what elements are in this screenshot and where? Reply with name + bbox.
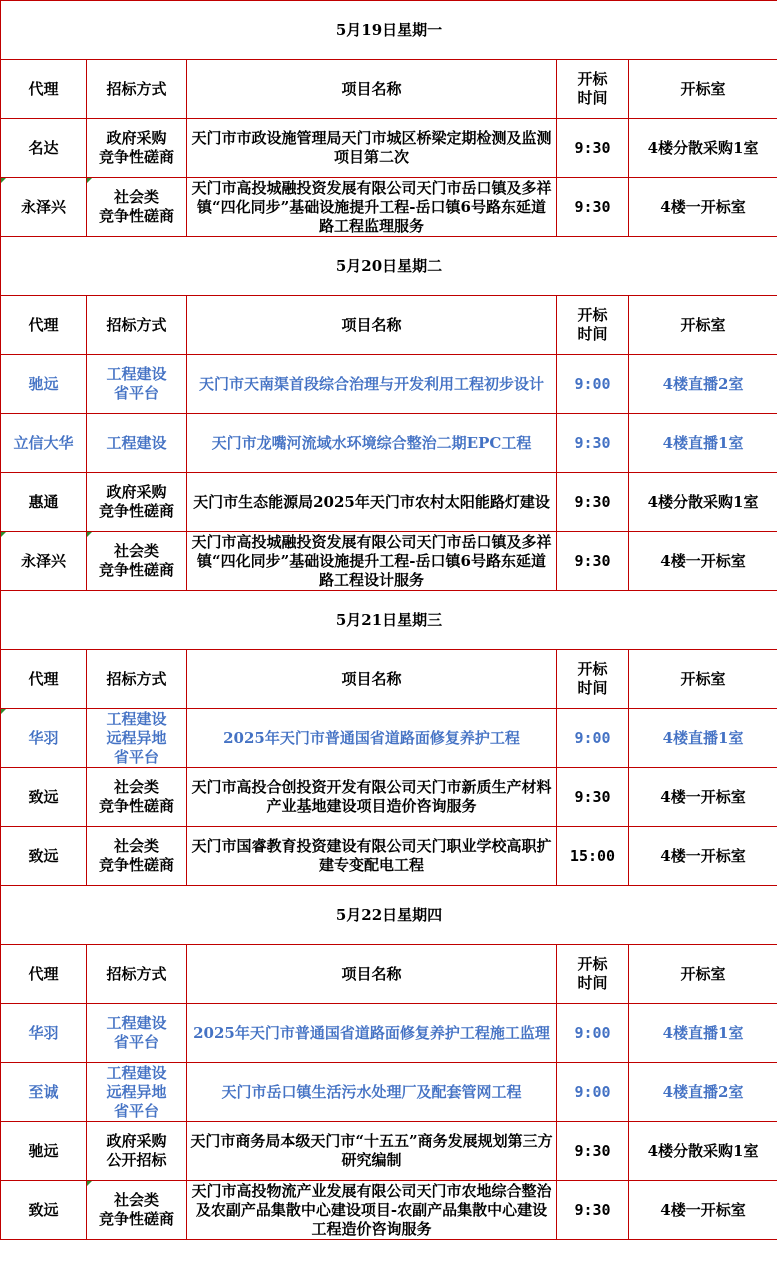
- method-cell: 工程建设 远程异地 省平台: [87, 709, 187, 768]
- table-row: [1, 768, 777, 827]
- time-cell: 9:30: [557, 1181, 629, 1240]
- project-cell: 天门市龙嘴河流域水环境综合整治二期EPC工程: [187, 414, 557, 473]
- header-agent: 代理: [1, 60, 87, 119]
- header-project: 项目名称: [187, 650, 557, 709]
- method-cell: 社会类 竞争性磋商: [87, 532, 187, 591]
- header-time: 开标 时间: [557, 296, 629, 355]
- header-room: 开标室: [629, 945, 777, 1004]
- time-cell: 9:30: [557, 768, 629, 827]
- agent-cell: 惠通: [1, 473, 87, 532]
- header-room: 开标室: [629, 650, 777, 709]
- day-header-row: [1, 591, 777, 650]
- project-cell: 天门市商务局本级天门市“十五五”商务发展规划第三方研究编制: [187, 1122, 557, 1181]
- agent-cell: 华羽: [1, 709, 87, 768]
- day-header-row: [1, 1, 777, 60]
- agent-cell: 立信大华: [1, 414, 87, 473]
- method-cell: 社会类 竞争性磋商: [87, 768, 187, 827]
- time-cell: 9:30: [557, 119, 629, 178]
- header-method: 招标方式: [87, 60, 187, 119]
- table-row: [1, 178, 777, 237]
- time-cell: 9:30: [557, 532, 629, 591]
- agent-cell: 驰远: [1, 355, 87, 414]
- method-cell: 工程建设 远程异地 省平台: [87, 1063, 187, 1122]
- time-cell: 9:00: [557, 1004, 629, 1063]
- time-cell: 9:30: [557, 414, 629, 473]
- header-room: 开标室: [629, 296, 777, 355]
- day-date: 5月19日星期一: [1, 1, 777, 60]
- column-header-row: [1, 296, 777, 355]
- time-cell: 9:00: [557, 1063, 629, 1122]
- project-cell: 天门市岳口镇生活污水处理厂及配套管网工程: [187, 1063, 557, 1122]
- header-time: 开标 时间: [557, 650, 629, 709]
- method-cell: 政府采购 竞争性磋商: [87, 119, 187, 178]
- room-cell: 4楼直播2室: [629, 1063, 777, 1122]
- agent-cell: 致远: [1, 827, 87, 886]
- time-cell: 9:00: [557, 709, 629, 768]
- column-header-row: [1, 650, 777, 709]
- header-method: 招标方式: [87, 296, 187, 355]
- agent-cell: 驰远: [1, 1122, 87, 1181]
- table-row: [1, 1004, 777, 1063]
- agent-cell: 永泽兴: [1, 532, 87, 591]
- project-cell: 天门市高投物流产业发展有限公司天门市农地综合整治及农副产品集散中心建设项目-农副产品集散中心建设工程造价咨询服务: [187, 1181, 557, 1240]
- header-room: 开标室: [629, 60, 777, 119]
- room-cell: 4楼分散采购1室: [629, 1122, 777, 1181]
- table-row: [1, 1122, 777, 1181]
- agent-cell: 至诚: [1, 1063, 87, 1122]
- agent-cell: 致远: [1, 768, 87, 827]
- header-method: 招标方式: [87, 945, 187, 1004]
- method-cell: 社会类 竞争性磋商: [87, 178, 187, 237]
- table-row: [1, 709, 777, 768]
- header-project: 项目名称: [187, 60, 557, 119]
- day-date: 5月20日星期二: [1, 237, 777, 296]
- room-cell: 4楼一开标室: [629, 768, 777, 827]
- header-agent: 代理: [1, 296, 87, 355]
- header-time: 开标 时间: [557, 60, 629, 119]
- table-row: [1, 1181, 777, 1240]
- room-cell: 4楼分散采购1室: [629, 473, 777, 532]
- header-project: 项目名称: [187, 296, 557, 355]
- day-date: 5月21日星期三: [1, 591, 777, 650]
- agent-cell: 永泽兴: [1, 178, 87, 237]
- table-row: [1, 355, 777, 414]
- project-cell: 天门市高投城融投资发展有限公司天门市岳口镇及多祥镇“四化同步”基础设施提升工程-岳口镇6号路东延道路工程设计服务: [187, 532, 557, 591]
- project-cell: 天门市生态能源局2025年天门市农村太阳能路灯建设: [187, 473, 557, 532]
- method-cell: 政府采购 公开招标: [87, 1122, 187, 1181]
- project-cell: 天门市高投城融投资发展有限公司天门市岳口镇及多祥镇“四化同步”基础设施提升工程-岳口镇6号路东延道路工程监理服务: [187, 178, 557, 237]
- table-row: [1, 414, 777, 473]
- day-header-row: [1, 237, 777, 296]
- room-cell: 4楼直播1室: [629, 709, 777, 768]
- room-cell: 4楼一开标室: [629, 178, 777, 237]
- room-cell: 4楼直播1室: [629, 1004, 777, 1063]
- room-cell: 4楼一开标室: [629, 532, 777, 591]
- table-row: [1, 119, 777, 178]
- agent-cell: 致远: [1, 1181, 87, 1240]
- header-project: 项目名称: [187, 945, 557, 1004]
- method-cell: 工程建设: [87, 414, 187, 473]
- agent-cell: 华羽: [1, 1004, 87, 1063]
- header-agent: 代理: [1, 650, 87, 709]
- table-row: [1, 473, 777, 532]
- room-cell: 4楼一开标室: [629, 1181, 777, 1240]
- time-cell: 15:00: [557, 827, 629, 886]
- room-cell: 4楼一开标室: [629, 827, 777, 886]
- method-cell: 政府采购 竞争性磋商: [87, 473, 187, 532]
- table-row: [1, 1063, 777, 1122]
- day-date: 5月22日星期四: [1, 886, 777, 945]
- header-method: 招标方式: [87, 650, 187, 709]
- time-cell: 9:30: [557, 473, 629, 532]
- agent-cell: 名达: [1, 119, 87, 178]
- header-time: 开标 时间: [557, 945, 629, 1004]
- project-cell: 天门市高投合创投资开发有限公司天门市新质生产材料产业基地建设项目造价咨询服务: [187, 768, 557, 827]
- method-cell: 社会类 竞争性磋商: [87, 1181, 187, 1240]
- method-cell: 社会类 竞争性磋商: [87, 827, 187, 886]
- column-header-row: [1, 945, 777, 1004]
- time-cell: 9:30: [557, 178, 629, 237]
- method-cell: 工程建设 省平台: [87, 1004, 187, 1063]
- method-cell: 工程建设 省平台: [87, 355, 187, 414]
- project-cell: 2025年天门市普通国省道路面修复养护工程: [187, 709, 557, 768]
- room-cell: 4楼直播2室: [629, 355, 777, 414]
- header-agent: 代理: [1, 945, 87, 1004]
- project-cell: 天门市市政设施管理局天门市城区桥梁定期检测及监测项目第二次: [187, 119, 557, 178]
- table-row: [1, 532, 777, 591]
- time-cell: 9:30: [557, 1122, 629, 1181]
- room-cell: 4楼分散采购1室: [629, 119, 777, 178]
- table-row: [1, 827, 777, 886]
- project-cell: 天门市天南渠首段综合治理与开发利用工程初步设计: [187, 355, 557, 414]
- room-cell: 4楼直播1室: [629, 414, 777, 473]
- time-cell: 9:00: [557, 355, 629, 414]
- project-cell: 天门市国睿教育投资建设有限公司天门职业学校高职扩建专变配电工程: [187, 827, 557, 886]
- column-header-row: [1, 60, 777, 119]
- project-cell: 2025年天门市普通国省道路面修复养护工程施工监理: [187, 1004, 557, 1063]
- day-header-row: [1, 886, 777, 945]
